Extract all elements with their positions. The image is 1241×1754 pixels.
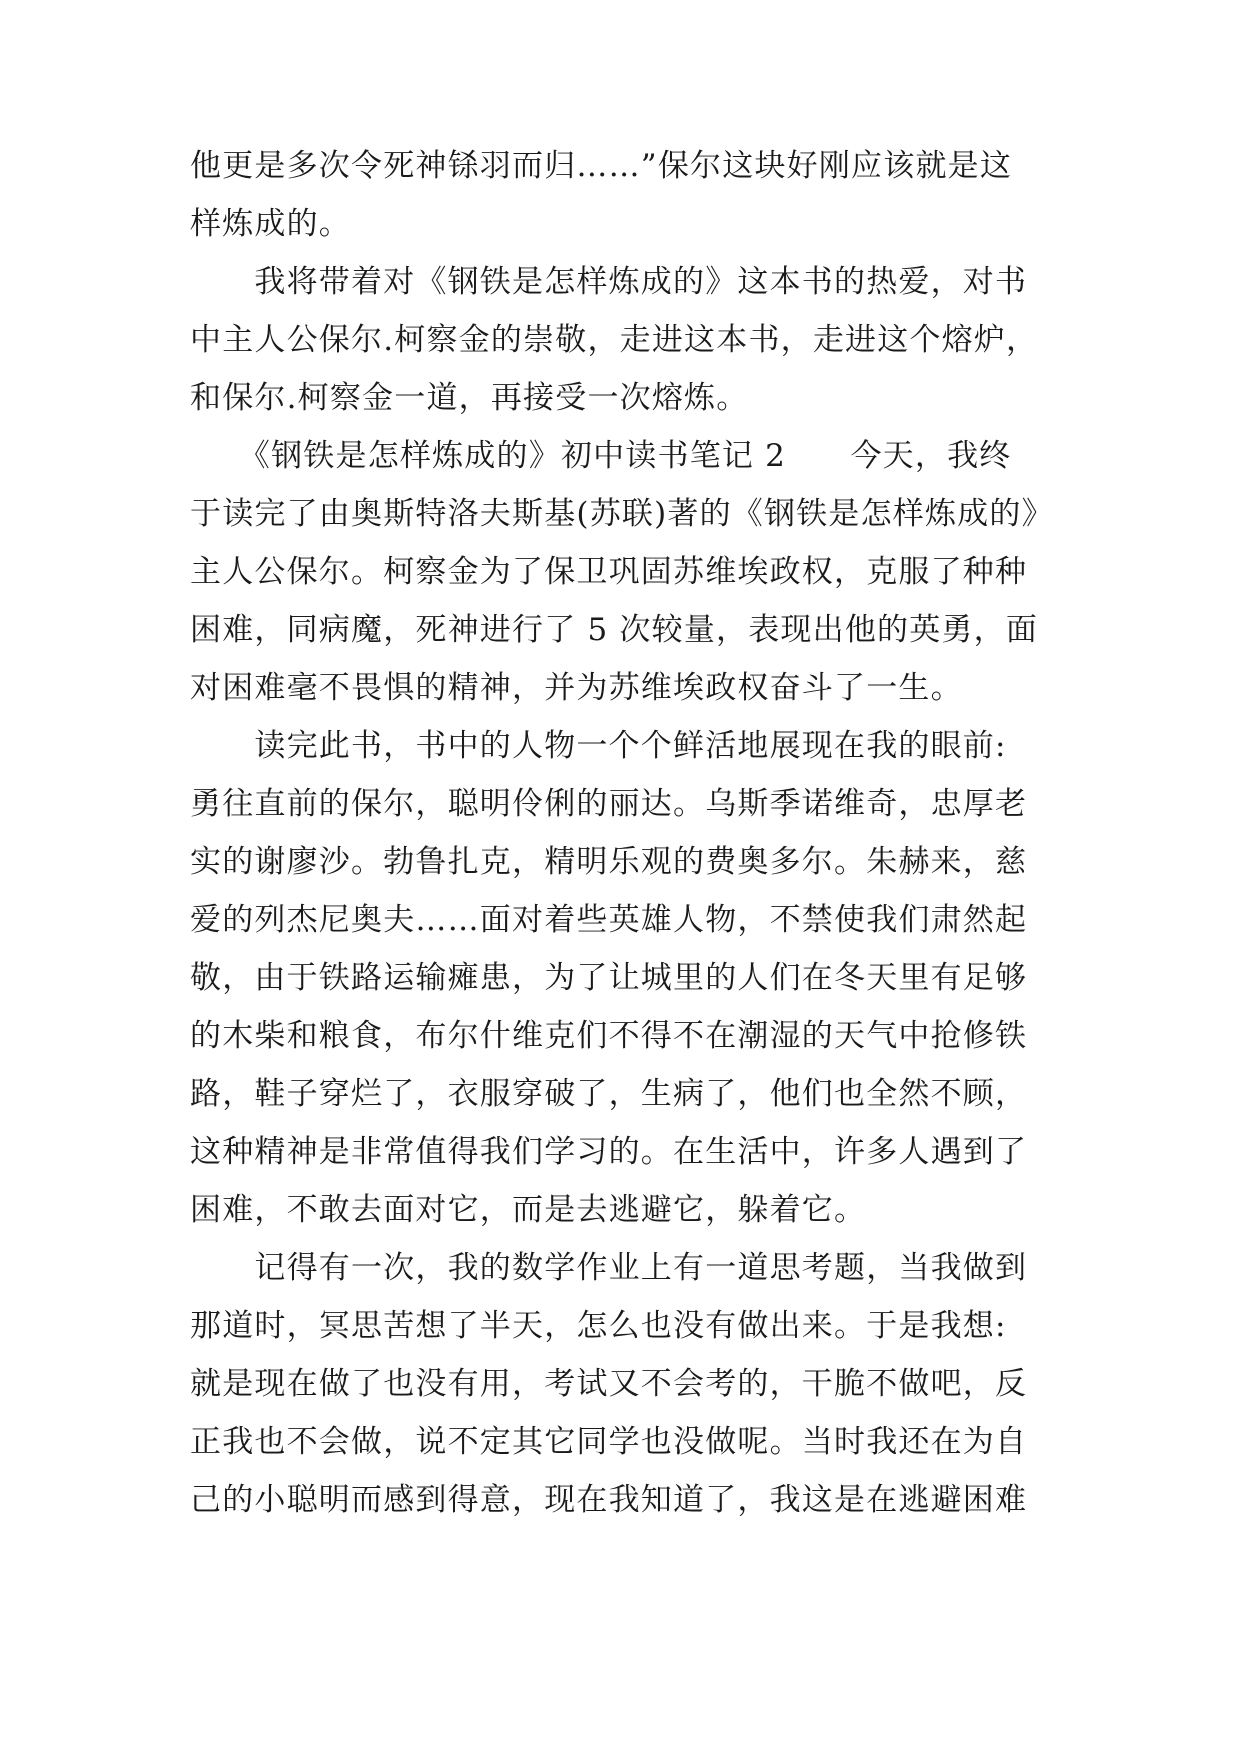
text-line: 实的谢廖沙。勃鲁扎克，精明乐观的费奥多尔。朱赫来，慈 (190, 844, 1028, 880)
text-line: 敬，由于铁路运输瘫患，为了让城里的人们在冬天里有足够 (190, 960, 1028, 996)
text-line: 样炼成的。 (190, 206, 351, 242)
text-line: 读完此书，书中的人物一个个鲜活地展现在我的眼前: (190, 728, 1007, 764)
text-line: 主人公保尔。柯察金为了保卫巩固苏维埃政权，克服了种种 (190, 554, 1028, 590)
text-line: 就是现在做了也没有用，考试又不会考的，干脆不做吧，反 (190, 1366, 1028, 1402)
text-line: 他更是多次令死神铩羽而归……”保尔这块好刚应该就是这 (190, 148, 1013, 184)
text-line: 和保尔.柯察金一道，再接受一次熔炼。 (190, 380, 749, 416)
text-line: 正我也不会做，说不定其它同学也没做呢。当时我还在为自 (190, 1424, 1028, 1460)
text-line: 路，鞋子穿烂了，衣服穿破了，生病了，他们也全然不顾， (190, 1076, 1028, 1112)
text-line: 于读完了由奥斯特洛夫斯基(苏联)著的《钢铁是怎样炼成的》 (190, 496, 1054, 532)
text-line: 的木柴和粮食，布尔什维克们不得不在潮湿的天气中抢修铁 (190, 1018, 1028, 1054)
text-line: 这种精神是非常值得我们学习的。在生活中，许多人遇到了 (190, 1134, 1028, 1170)
text-line: 那道时，冥思苦想了半天，怎么也没有做出来。于是我想: (190, 1308, 1007, 1344)
text-line: 中主人公保尔.柯察金的崇敬，走进这本书，走进这个熔炉， (190, 322, 1039, 358)
text-line: 《钢铁是怎样炼成的》初中读书笔记 2 今天，我终 (190, 438, 1012, 474)
text-line: 我将带着对《钢铁是怎样炼成的》这本书的热爱，对书 (190, 264, 1028, 300)
text-line: 爱的列杰尼奥夫……面对着些英雄人物，不禁使我们肃然起 (190, 902, 1028, 938)
text-line: 困难，同病魔，死神进行了 5 次较量，表现出他的英勇，面 (190, 612, 1039, 648)
text-line: 记得有一次，我的数学作业上有一道思考题，当我做到 (190, 1250, 1028, 1286)
text-line: 对困难毫不畏惧的精神，并为苏维埃政权奋斗了一生。 (190, 670, 963, 706)
text-line: 勇往直前的保尔，聪明伶俐的丽达。乌斯季诺维奇，忠厚老 (190, 786, 1028, 822)
text-line: 己的小聪明而感到得意，现在我知道了，我这是在逃避困难 (190, 1482, 1028, 1518)
text-line: 困难，不敢去面对它，而是去逃避它，躲着它。 (190, 1192, 867, 1228)
